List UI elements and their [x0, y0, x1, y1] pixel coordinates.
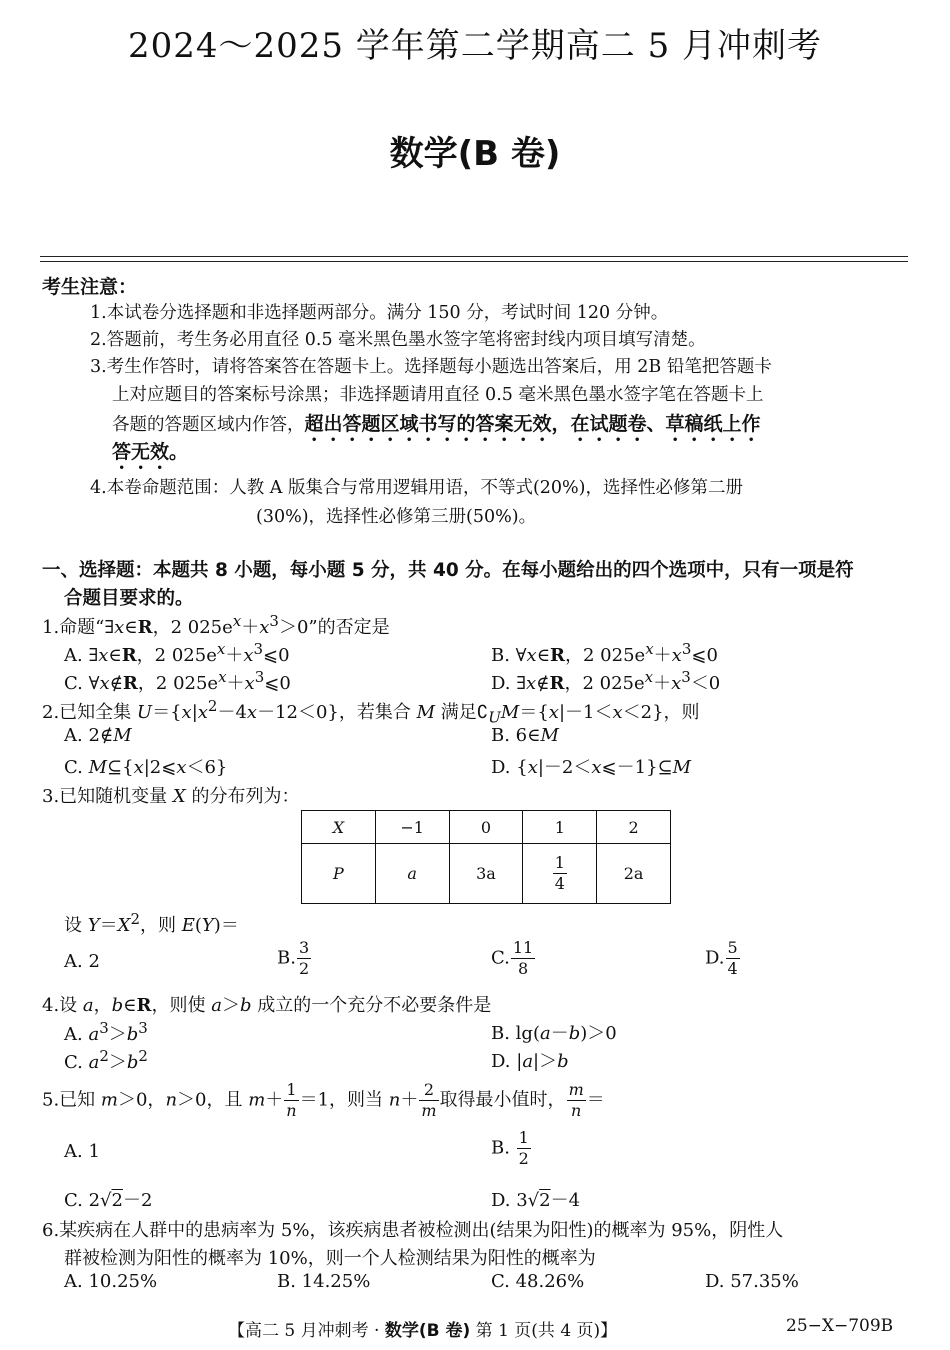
- exam-code: 25−X−709B: [786, 1316, 894, 1336]
- table-cell: 1: [523, 811, 597, 844]
- q3-stem: 设 $Y=X^2$，则 E(Y)＝: [64, 910, 239, 936]
- notice-emphasis-2: 答无效。: [112, 441, 189, 463]
- divider-top: [40, 256, 908, 257]
- question-1: 1.命题“∃x∈R，2 $025e^x+x^3>0$”的否定是: [42, 612, 390, 638]
- q2-option-c[interactable]: C. M⊆{x|2⩽x＜6}: [64, 757, 228, 778]
- section1-heading-line2: 合题目要求的。: [64, 588, 194, 609]
- section1-heading: 一、选择题：本题共 8 小题，每小题 5 分，共 40 分。在每小题给出的四个选项中，只有一项是符: [42, 560, 854, 581]
- table-cell: 0: [449, 811, 523, 844]
- exam-subtitle: 数学(B 卷): [389, 134, 561, 174]
- q3-option-d[interactable]: D. $\frac{5}{4}$: [705, 938, 738, 978]
- question-3: 3.已知随机变量 X 的分布列为：: [42, 786, 300, 807]
- notice-item-4-line1: 4.本卷命题范围：人教 A 版集合与常用逻辑用语，不等式(20%)，选择性必修第二册: [90, 478, 744, 498]
- q5-option-c[interactable]: C. 2√2－2: [64, 1190, 153, 1211]
- q6-option-c[interactable]: C. 48.26%: [491, 1271, 585, 1292]
- table-cell: −1: [375, 811, 449, 844]
- notice-item-1: 1.本试卷分选择题和非选择题两部分。满分 150 分，考试时间 120 分钟。: [90, 303, 669, 323]
- notice-item-3-line4: [112, 437, 188, 474]
- q2-option-b[interactable]: B. 6∈M: [491, 725, 559, 746]
- notice-item-3-line3: [112, 409, 761, 446]
- q1-option-b[interactable]: B. ∀x∈R，2 $025e^x+x^3⩽0$: [491, 640, 718, 666]
- q3-option-b[interactable]: B. $\frac{3}{2}$: [277, 938, 310, 978]
- table-row: [302, 844, 671, 904]
- question-2: 2.已知全集 $U=\{x|x^2-4x-12<0\}$，若集合 M 满足$∁_UM=\{x|-1<x<2\}$，则: [42, 697, 700, 727]
- table-cell: a: [375, 844, 449, 904]
- table-row: [302, 811, 671, 844]
- q1-option-c[interactable]: C. ∀x∉R，2 $025e^x+x^3⩽0$: [64, 668, 291, 694]
- notice-emphasis-1: 超出答题区域书写的答案无效，在试题卷、草稿纸上作: [304, 413, 761, 435]
- question-6-line2: 群被检测为阳性的概率为 10%，则一个人检测结果为阳性的概率为: [64, 1248, 596, 1269]
- q3-option-c[interactable]: C. $\frac{11}{8}$: [491, 938, 534, 978]
- notice-item-3-line2: 上对应题目的答案标号涂黑；非选择题请用直径 0.5 毫米黑色墨水签字笔在答题卡上: [112, 385, 764, 405]
- q2-option-d[interactable]: D. {x|－2＜x⩽－1}⊆M: [491, 757, 692, 778]
- table-cell: P: [302, 844, 376, 904]
- q4-option-a[interactable]: A. $a^3>b^3$: [64, 1019, 148, 1045]
- q6-option-d[interactable]: D. 57.35%: [705, 1271, 799, 1292]
- q4-option-c[interactable]: C. $a^2>b^2$: [64, 1047, 148, 1073]
- q6-option-b[interactable]: B. 14.25%: [277, 1271, 371, 1292]
- notice-item-3-text: 各题的答题区域内作答，: [112, 415, 305, 435]
- question-6-line1: 6.某疾病在人群中的患病率为 5%，该疾病患者被检测出(结果为阳性)的概率为 95%，阴性人: [42, 1220, 784, 1241]
- q1-option-a[interactable]: A. ∃x∈R，2 $025e^x+x^3⩽0$: [64, 640, 290, 666]
- notice-item-2: 2.答题前，考生务必用直径 0.5 毫米黑色墨水签字笔将密封线内项目填写清楚。: [90, 330, 706, 350]
- question-4: 4.设 a，b∈R，则使 a＞b 成立的一个充分不必要条件是: [42, 995, 492, 1016]
- q5-option-d[interactable]: D. 3√2－4: [491, 1190, 581, 1211]
- table-cell: 2: [597, 811, 671, 844]
- question-5: 5.已知 m＞0，n＞0，且 m＋ $\frac{1}{n}$ ＝1，则当 n＋ $\frac{2}{m}$ 取得最小值时， $\frac{m}{n}$ ＝: [42, 1080, 605, 1120]
- q5-option-b[interactable]: B. $\frac{1}{2}$: [491, 1128, 529, 1168]
- q6-option-a[interactable]: A. 10.25%: [64, 1271, 158, 1292]
- notice-item-3-line1: 3.考生作答时，请将答案答在答题卡上。选择题每小题选出答案后，用 2B 铅笔把答题卡: [90, 357, 772, 377]
- q4-option-b[interactable]: B. lg(a－b)＞0: [491, 1023, 617, 1044]
- q3-option-a[interactable]: A. 2: [64, 951, 100, 972]
- table-cell: 3a: [449, 844, 523, 904]
- q5-option-a[interactable]: A. 1: [64, 1141, 100, 1162]
- q4-option-d[interactable]: D. |a|＞b: [491, 1051, 569, 1072]
- table-cell: $\frac{1}{4}$: [523, 844, 597, 904]
- table-cell: X: [302, 811, 376, 844]
- distribution-table: [301, 810, 671, 904]
- notice-heading: 考生注意：: [42, 276, 138, 298]
- divider-bottom: [40, 261, 908, 262]
- exam-title: 2024～2025 学年第二学期高二 5 月冲刺考: [127, 26, 823, 66]
- q2-option-a[interactable]: A. 2∉M: [64, 725, 132, 746]
- notice-item-4-line2: (30%)，选择性必修第三册(50%)。: [256, 507, 537, 527]
- table-cell: 2a: [597, 844, 671, 904]
- page-footer: 【高二 5 月冲刺考 · 数学(B 卷) 第 1 页(共 4 页)】: [228, 1321, 618, 1341]
- q1-option-d[interactable]: D. ∃x∉R，2 $025e^x+x^3<0$: [491, 668, 721, 694]
